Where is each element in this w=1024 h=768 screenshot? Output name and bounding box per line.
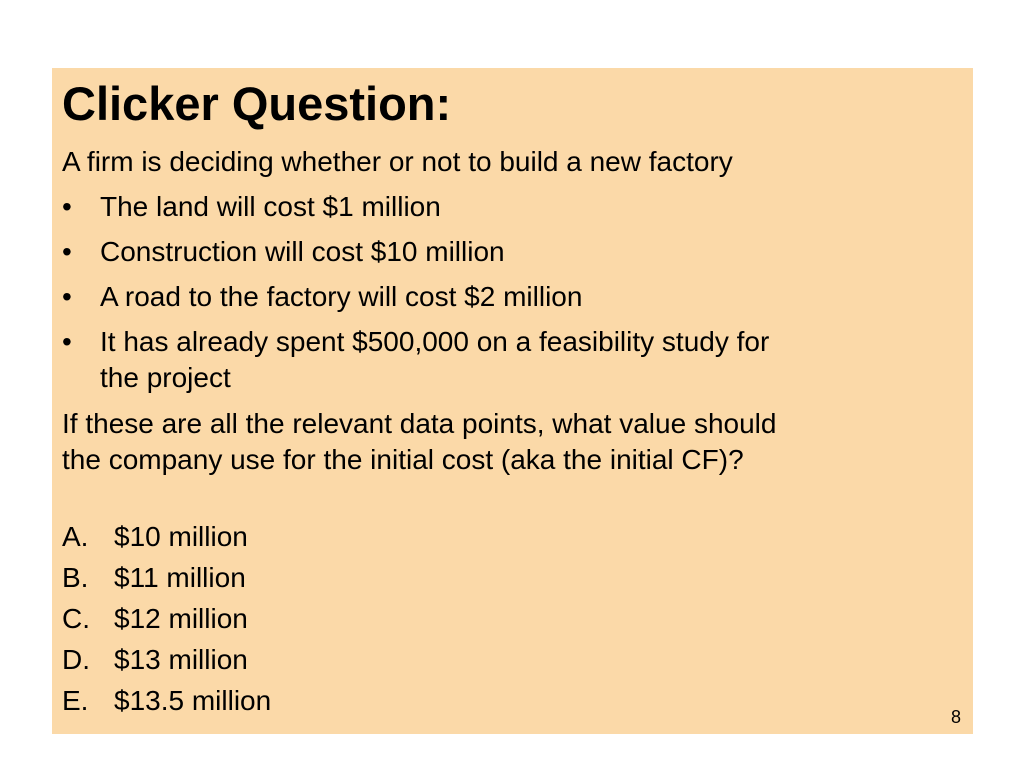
answer-option-b xyxy=(62,560,271,596)
option-text: $13 million xyxy=(114,644,248,675)
bullet-item-construction xyxy=(62,234,769,270)
bullet-item-land xyxy=(62,189,769,225)
bullet-text-line-2: the project xyxy=(100,362,231,393)
option-letter: D. xyxy=(62,644,90,675)
bullet-text: A road to the factory will cost $2 million xyxy=(100,281,583,312)
intro-text: A firm is deciding whether or not to build a new factory xyxy=(62,146,733,177)
option-text: $12 million xyxy=(114,603,248,634)
bullet-marker: • xyxy=(62,326,72,357)
question-line-1: If these are all the relevant data points, what value should xyxy=(62,408,777,439)
page-number: 8 xyxy=(950,707,961,727)
answer-option-a xyxy=(62,519,271,555)
option-text: $10 million xyxy=(114,521,248,552)
answer-option-d xyxy=(62,642,271,678)
option-text: $11 million xyxy=(114,562,246,593)
bullet-text-line-1: It has already spent $500,000 on a feasibility study for xyxy=(100,326,770,357)
bullet-list xyxy=(62,189,769,396)
answer-option-c xyxy=(62,601,271,637)
slide-title: Clicker Question: xyxy=(62,77,452,130)
option-letter: E. xyxy=(62,685,89,716)
answer-options xyxy=(62,519,271,724)
question-line-2: the company use for the initial cost (aka the initial CF)? xyxy=(62,444,744,475)
bullet-marker: • xyxy=(62,191,72,222)
bullet-marker: • xyxy=(62,281,72,312)
bullet-item-road xyxy=(62,279,769,315)
slide-content-panel xyxy=(52,68,973,734)
answer-option-e xyxy=(62,683,271,719)
bullet-text: Construction will cost $10 million xyxy=(100,236,505,267)
option-letter: B. xyxy=(62,562,89,593)
bullet-item-feasibility-study xyxy=(62,324,769,396)
option-letter: A. xyxy=(62,521,89,552)
question-text xyxy=(62,406,776,478)
option-letter: C. xyxy=(62,603,90,634)
bullet-marker: • xyxy=(62,236,72,267)
bullet-text: The land will cost $1 million xyxy=(100,191,441,222)
option-text: $13.5 million xyxy=(114,685,272,716)
